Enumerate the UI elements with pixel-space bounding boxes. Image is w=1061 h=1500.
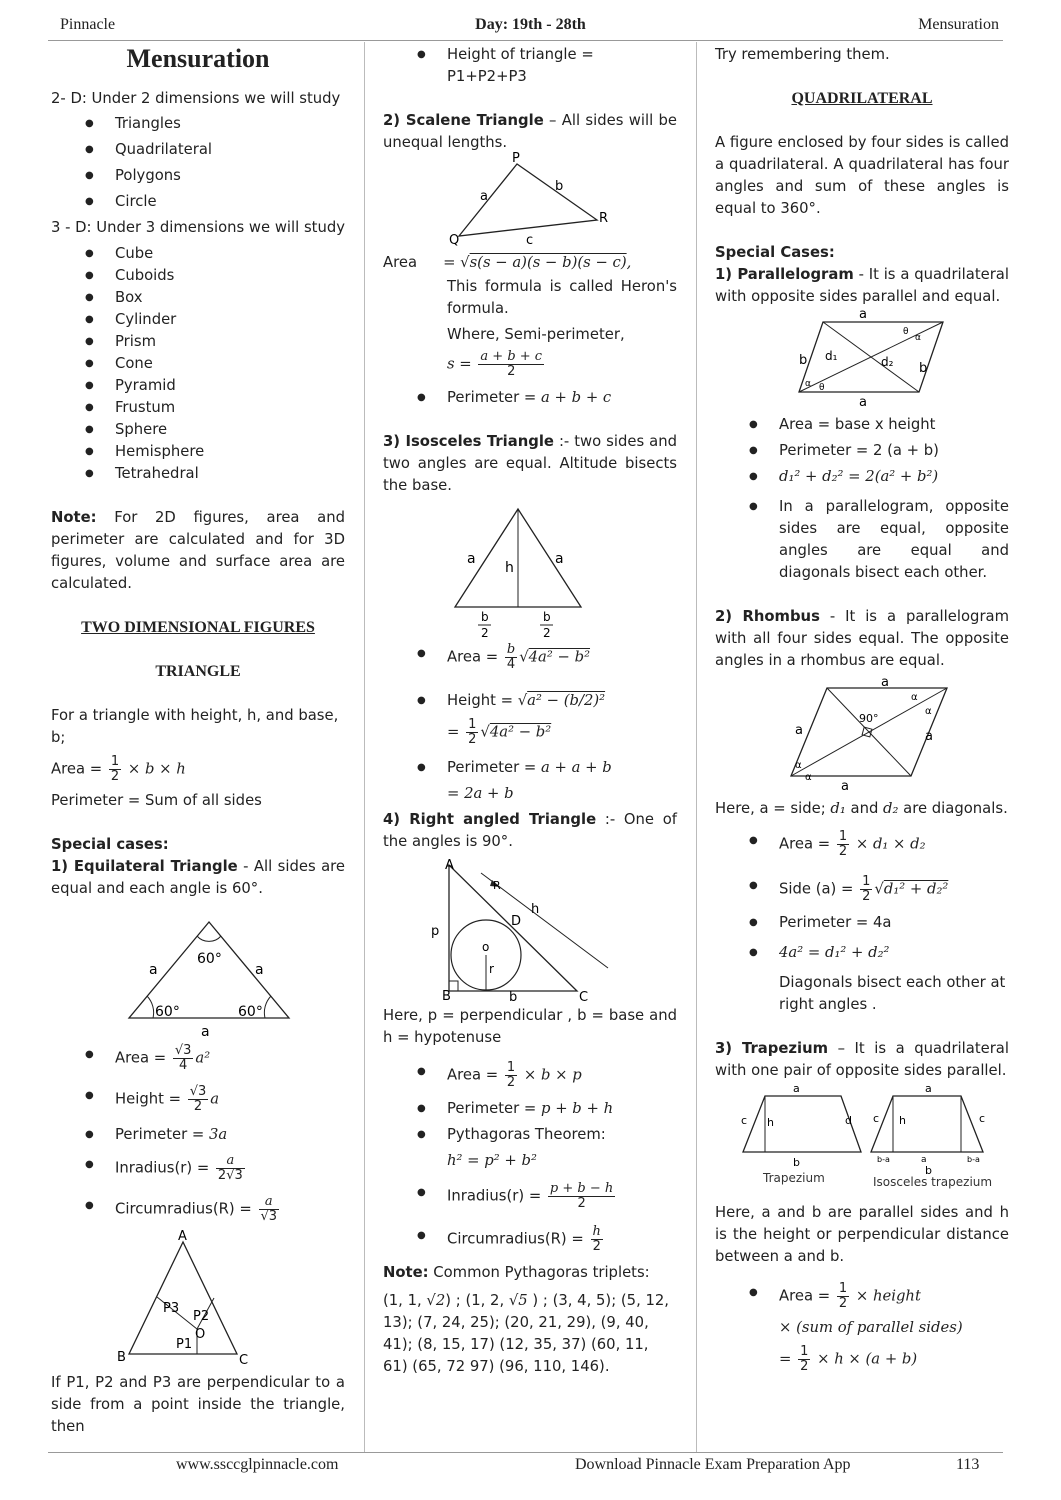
page-title: Mensuration [126, 44, 270, 73]
svg-text:α: α [915, 333, 921, 343]
isosceles-trapezium-caption: Isosceles trapezium [873, 1175, 993, 1189]
svg-text:a: a [925, 729, 933, 744]
diagonals-text: Diagonals bisect each other at right angles . [779, 974, 1006, 1013]
svg-text:a: a [859, 307, 867, 322]
svg-text:b: b [799, 353, 808, 368]
rhombus-text: 2) Rhombus - It is a parallelogram with all four sides equal. The opposite angles in a rhombus are equal. [715, 608, 1010, 669]
triangle-intro: For a triangle with height, h, and base, b; [51, 707, 339, 746]
equi-circumradius: ● Circumradius(R) = $\frac{a}{√3}$ [51, 1195, 345, 1224]
list-item: ● Sphere [51, 419, 345, 441]
semi-perimeter-formula: s = $\frac{a + b + c}{2}$ [447, 349, 543, 379]
right-perimeter: ● Perimeter = p + b + h [383, 1098, 677, 1120]
svg-text:a: a [859, 395, 867, 410]
list-item: ● Cylinder [51, 309, 345, 331]
list-item: ● Tetrahedral [51, 463, 345, 485]
right-here-text: Here, p = perpendicular , b = base and h = hypotenuse [383, 1007, 677, 1046]
page-number: 113 [956, 1456, 980, 1473]
column-divider-1 [364, 42, 365, 1452]
heron-text: This formula is called Heron's formula. [447, 278, 677, 317]
parallelogram-figure [715, 308, 1009, 408]
para-diagonal-formula: ● d₁² + d₂² = 2(a² + b²) [715, 466, 1009, 488]
svg-text:P1: P1 [176, 1337, 193, 1352]
quad-text: A figure enclosed by four sides is called a quadrilateral. A quadrilateral has four angles and sum of these angles is equal to 360°. [715, 134, 1009, 217]
svg-text:b: b [555, 179, 564, 194]
svg-text:b: b [509, 990, 518, 1005]
column-3 [715, 44, 1009, 1374]
svg-text:a: a [841, 779, 849, 794]
list-item: ● Cuboids [51, 265, 345, 287]
svg-text:r: r [489, 962, 494, 976]
right-angled-text: 4) Right angled Triangle :- One of the angles is 90°. [383, 811, 677, 850]
list-item: ● Box [51, 287, 345, 309]
scalene-triangle-figure [383, 151, 677, 248]
dim2-list [51, 113, 345, 213]
svg-text:h: h [767, 1116, 774, 1129]
quadrilateral-heading: QUADRILATERAL [791, 90, 933, 107]
trapezium-area: ● Area = $\frac{1}{2}$ × height [715, 1282, 1009, 1311]
rhombus-area: ● Area = $\frac{1}{2}$ × d₁ × d₂ [715, 830, 1009, 859]
equi-inradius: ● Inradius(r) = $\frac{a}{2√3}$ [51, 1154, 345, 1183]
right-circumradius: ● Circumradius(R) = $\frac{h}{2}$ [383, 1225, 677, 1254]
pythagoras: ● Pythagoras Theorem: [383, 1124, 677, 1146]
svg-text:a: a [795, 723, 803, 738]
equi-perimeter: ● Perimeter = 3a [51, 1124, 345, 1146]
svg-text:a: a [921, 1155, 927, 1165]
svg-text:a: a [793, 1082, 800, 1095]
rhombus-here: Here, a = side; d₁ and d₂ are diagonals. [715, 800, 1008, 817]
svg-text:a: a [255, 962, 264, 978]
heron-area: Area = √s(s − a)(s − b)(s − c), [383, 254, 632, 271]
svg-text:c: c [979, 1112, 986, 1125]
trapezium-caption: Trapezium [763, 1171, 825, 1185]
triangle-perimeter: Perimeter = Sum of all sides [51, 792, 262, 809]
svg-text:b: b [919, 361, 928, 376]
svg-text:A: A [178, 1229, 187, 1244]
right-area: ● Area = $\frac{1}{2}$ × b × p [383, 1061, 677, 1090]
svg-text:o: o [482, 940, 490, 954]
svg-text:h: h [899, 1114, 906, 1127]
svg-text:c: c [526, 233, 534, 248]
trapezium-figure [715, 1082, 1009, 1194]
svg-text:a: a [201, 1024, 210, 1040]
svg-text:a: a [467, 551, 476, 567]
equi-height: ● Height = $\frac{√3}{2}$ a [51, 1085, 345, 1114]
svg-text:α: α [911, 692, 918, 703]
rhombus-diagonal-formula: ● 4a² = d₁² + d₂² [715, 942, 1009, 964]
header-left: Pinnacle [60, 16, 116, 33]
list-item: ● Pyramid [51, 375, 345, 397]
svg-text:R: R [493, 879, 501, 892]
svg-text:P3: P3 [163, 1301, 180, 1316]
svg-text:p: p [431, 924, 440, 939]
list-item: ● Frustum [51, 397, 345, 419]
footer-website[interactable]: www.ssccglpinnacle.com [176, 1456, 339, 1473]
triangle-heading: TRIANGLE [155, 663, 241, 680]
dim3-list [51, 243, 345, 485]
special-cases-heading-2: Special Cases: [715, 244, 835, 261]
list-item: ● Triangles [51, 113, 345, 135]
svg-text:2: 2 [481, 626, 489, 640]
svg-text:R: R [599, 211, 609, 226]
footer-app-text: Download Pinnacle Exam Preparation App [575, 1456, 851, 1473]
trapezium-here: Here, a and b are parallel sides and h is the height or perpendicular distance between a and b. [715, 1204, 1009, 1265]
svg-text:b: b [793, 1156, 800, 1169]
svg-text:h: h [505, 560, 514, 576]
svg-text:P: P [512, 151, 520, 166]
point-perpendicular-figure [51, 1228, 345, 1368]
right-inradius: ● Inradius(r) = $\frac{p + b - h}{2}$ [383, 1182, 677, 1211]
rhombus-side: ● Side (a) = $\frac{1}{2}$ √d₁² + d₂² [715, 875, 1009, 904]
svg-text:a: a [480, 189, 488, 204]
iso-area: ● Area = $\frac{b}{4}$ √4a² − b² [383, 643, 677, 672]
footer-rule [48, 1452, 1003, 1453]
para-perimeter: ● Perimeter = 2 (a + b) [715, 440, 1009, 462]
try-text: Try remembering them. [715, 46, 890, 63]
column-2 [383, 44, 677, 1378]
page-header [0, 14, 1061, 40]
height-of-triangle: ● Height of triangle = P1+P2+P3 [383, 44, 677, 88]
column-1 [51, 44, 345, 1438]
iso-height: ● Height = √a² − (b/2)² [383, 690, 677, 712]
svg-text:d: d [845, 1114, 852, 1127]
isosceles-text: 3) Isosceles Triangle :- two sides and two angles are equal. Altitude bisects the base. [383, 433, 677, 494]
trapezium-area-cont: × (sum of parallel sides) [779, 1319, 963, 1336]
svg-text:60°: 60° [155, 1004, 180, 1020]
svg-text:θ: θ [819, 383, 825, 393]
svg-text:C: C [239, 1353, 249, 1368]
note-paragraph: Note: For 2D figures, area and perimeter are calculated and for 3D figures, volume and surface area are calculated. [51, 509, 345, 592]
triangle-area-formula: Area = $\frac{1}{2}$ × b × h [51, 754, 186, 784]
semi-perimeter-text: Where, Semi-perimeter, [447, 326, 625, 343]
svg-text:B: B [117, 1350, 126, 1365]
list-item: ● Polygons [51, 165, 345, 187]
svg-text:a: a [925, 1082, 932, 1095]
svg-text:C: C [579, 990, 589, 1005]
svg-text:A: A [445, 858, 454, 873]
column-divider-2 [696, 42, 697, 1452]
equilateral-text: 1) Equilateral Triangle - All sides are equal and each angle is 60°. [51, 858, 346, 897]
iso-perimeter: ● Perimeter = a + a + b [383, 757, 677, 779]
header-center: Day: 19th - 28th [475, 16, 586, 33]
svg-text:D: D [511, 914, 522, 929]
svg-text:h: h [531, 902, 540, 917]
scalene-text: 2) Scalene Triangle – All sides will be unequal lengths. [383, 112, 677, 151]
rhombus-figure [715, 672, 1009, 792]
svg-text:a: a [149, 962, 158, 978]
svg-text:P2: P2 [193, 1309, 210, 1324]
svg-text:α: α [805, 379, 811, 389]
rhombus-perimeter: ● Perimeter = 4a [715, 912, 1009, 934]
svg-text:a: a [555, 551, 564, 567]
dim3-intro: 3 - D: Under 3 dimensions we will study [51, 219, 346, 236]
svg-text:O: O [195, 1327, 206, 1342]
list-item: ● Hemisphere [51, 441, 345, 463]
svg-text:b: b [481, 610, 489, 624]
svg-text:Q: Q [449, 233, 460, 248]
triplets-note: Note: Common Pythagoras triplets: [383, 1264, 650, 1281]
svg-text:c: c [873, 1112, 880, 1125]
para-area: ● Area = base x height [715, 414, 1009, 436]
svg-text:a: a [881, 675, 889, 690]
svg-text:b-a: b-a [877, 1155, 890, 1164]
svg-text:90°: 90° [859, 712, 879, 725]
iso-perimeter-alt: = 2a + b [447, 785, 514, 802]
svg-text:60°: 60° [238, 1004, 263, 1020]
trapezium-text: 3) Trapezium – It is a quadrilateral with one pair of opposite sides parallel. [715, 1040, 1009, 1079]
svg-text:d₁: d₁ [825, 349, 838, 363]
header-right: Mensuration [918, 16, 999, 33]
list-item: ● Cube [51, 243, 345, 265]
svg-text:b-a: b-a [967, 1155, 980, 1164]
equi-area: ● Area = $\frac{√3}{4}$ a² [51, 1044, 345, 1073]
iso-height-alt: = $\frac{1}{2}$ √4a² − b² [447, 717, 552, 747]
svg-text:α: α [795, 760, 802, 771]
list-item: ● Prism [51, 331, 345, 353]
parallelogram-text: 1) Parallelogram - It is a quadrilateral with opposite sides parallel and equal. [715, 266, 1009, 305]
list-item: ● Quadrilateral [51, 139, 345, 161]
list-item: ● Circle [51, 191, 345, 213]
equilateral-triangle-figure [51, 900, 345, 1040]
trapezium-area-alt: = $\frac{1}{2}$ × h × (a + b) [779, 1344, 918, 1374]
svg-text:α: α [805, 772, 812, 783]
pythagoras-formula: h² = p² + b² [447, 1152, 537, 1169]
two-dim-heading: TWO DIMENSIONAL FIGURES [81, 619, 315, 636]
triplets-list: (1, 1, √2) ; (1, 2, √5 ) ; (3, 4, 5); (5, 12, 13); (7, 24, 25); (20, 21, 29), (9, 40, 41); (8, 15, 17) (12, 35, 37) (60, 11, 61) (65, 72 97) (96, 110, 146). [383, 1292, 670, 1375]
svg-text:B: B [442, 989, 451, 1004]
special-cases-heading: Special cases: [51, 836, 169, 853]
perpendicular-text: If P1, P2 and P3 are perpendicular to a side from a point inside the triangle, then [51, 1374, 345, 1435]
svg-text:b: b [925, 1164, 932, 1177]
svg-text:θ: θ [903, 327, 909, 337]
scalene-perimeter: ● Perimeter = a + b + c [383, 387, 677, 409]
svg-text:α: α [925, 706, 932, 717]
svg-text:2: 2 [543, 626, 551, 640]
para-property: ● In a parallelogram, opposite sides are equal, opposite angles are equal and diagonals bisect each other. [715, 496, 1009, 584]
svg-text:c: c [741, 1114, 748, 1127]
header-rule [48, 40, 1003, 41]
right-triangle-figure [383, 853, 677, 1003]
svg-text:b: b [543, 610, 551, 624]
dim2-intro: 2- D: Under 2 dimensions we will study [51, 90, 341, 107]
svg-text:60°: 60° [197, 951, 222, 967]
isosceles-triangle-figure [383, 497, 677, 640]
svg-text:d₂: d₂ [881, 355, 894, 369]
list-item: ● Cone [51, 353, 345, 375]
